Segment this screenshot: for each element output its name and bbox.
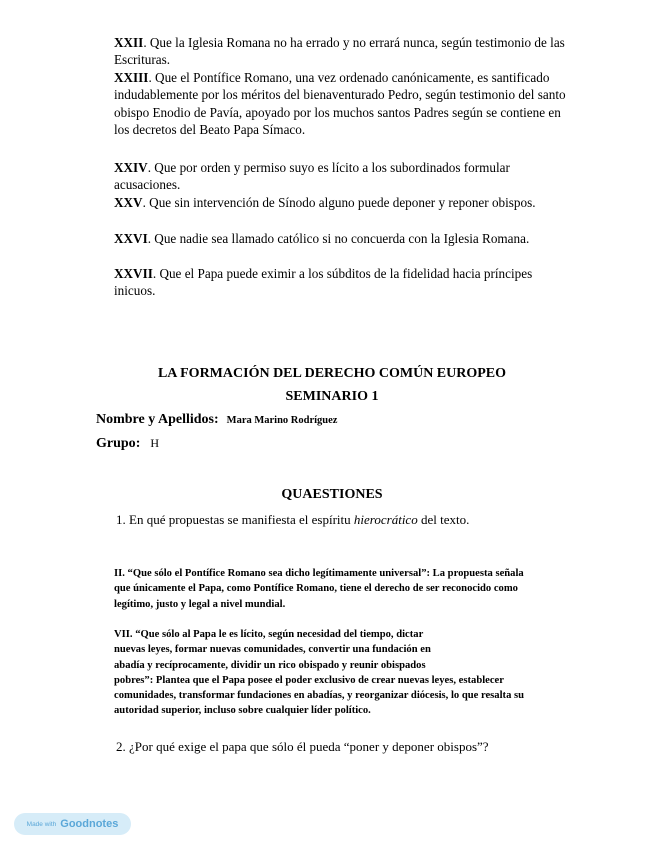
- answer-line: nuevas leyes, formar nuevas comunidades, convertir una fundación en: [114, 644, 431, 656]
- answer-line: pobres”: Plantea que el Papa posee el poder exclusivo de crear nuevas leyes, establecer: [114, 674, 504, 686]
- article-xxv: [114, 194, 574, 211]
- question-1: [116, 512, 469, 528]
- group-label: Grupo: [96, 436, 136, 451]
- section-title: QUAESTIONES: [281, 487, 383, 502]
- answer-line: autoridad superior, incluso sobre cualquier líder político.: [114, 705, 371, 717]
- question-text: 1. En qué propuestas se manifiesta el espíritu: [116, 512, 354, 527]
- answer-line: comunidades, transformar fundaciones en abadías, y reorganizar diócesis, lo que resalta su: [114, 690, 525, 702]
- question-2: 2. ¿Por qué exige el papa que sólo él pueda “poner y deponer obispos”?: [116, 739, 489, 754]
- article-number: XXVI: [114, 231, 148, 246]
- article-text: . Que el Pontífice Romano, una vez ordenado canónicamente, es santificado indudablemente por los méritos del bienaventurado Pedro, según testimonio del santo obispo Enodio de Pavía, apoyado por los muchos santos Padres según se contiene en los decretos del Beato Papa Símaco.: [114, 70, 566, 138]
- article-number: XXV: [114, 195, 143, 210]
- article-number: XXVII: [114, 266, 153, 281]
- answer-line: VII. “Que sólo al Papa le es lícito, según necesidad del tiempo, dictar: [114, 629, 424, 640]
- article-text: . Que el Papa puede eximir a los súbditos de la fidelidad hacia príncipes inicuos.: [114, 266, 533, 299]
- question-emphasis: hierocrático: [353, 512, 418, 527]
- article-number: XXIII: [114, 70, 149, 85]
- goodnotes-badge[interactable]: [14, 813, 131, 835]
- article-xxvii: [114, 265, 574, 300]
- document-title: LA FORMACIÓN DEL DERECHO COMÚN EUROPEO: [157, 366, 507, 381]
- article-number: XXII: [114, 35, 144, 50]
- answer-line: que únicamente el Papa, como Pontífice Romano, tiene el derecho de ser reconocido como: [114, 583, 518, 595]
- badge-small-text: Made with: [26, 820, 57, 828]
- question-text-end: del texto.: [417, 512, 470, 527]
- article-xxiii: [114, 69, 574, 139]
- name-label: Nombre y Apellidos: [96, 412, 214, 427]
- article-number: XXIV: [114, 160, 148, 175]
- article-xxiv: [114, 159, 574, 194]
- badge-brand: Goodnotes: [60, 818, 119, 830]
- article-xxvi: [114, 230, 574, 247]
- name-value: Mara Marino Rodríguez: [226, 415, 338, 426]
- group-field: Grupo: H: [96, 436, 160, 451]
- article-text: . Que la Iglesia Romana no ha errado y no errará nunca, según testimonio de las Escrituras.: [114, 35, 565, 68]
- article-xxii: [114, 34, 574, 69]
- group-value: H: [150, 436, 160, 450]
- answer-line: legítimo, justo y legal a nivel mundial.: [114, 598, 286, 610]
- article-text: . Que por orden y permiso suyo es lícito a los subordinados formular acusaciones.: [114, 160, 510, 193]
- answer-1: [114, 566, 588, 612]
- answer-2: [114, 627, 588, 719]
- article-text: . Que nadie sea llamado católico si no concuerda con la Iglesia Romana.: [147, 231, 530, 246]
- seminar-title: SEMINARIO 1: [285, 389, 379, 404]
- article-text: . Que sin intervención de Sínodo alguno puede deponer y reponer obispos.: [142, 195, 536, 210]
- answer-line: abadía y recíprocamente, dividir un rico obispado y reunir obispados: [114, 659, 426, 671]
- name-field: Nombre y Apellidos: Mara Marino Rodríguez: [96, 412, 338, 427]
- answer-line: II. “Que sólo el Pontífice Romano sea dicho legítimamente universal”: La propuesta señala: [114, 568, 524, 579]
